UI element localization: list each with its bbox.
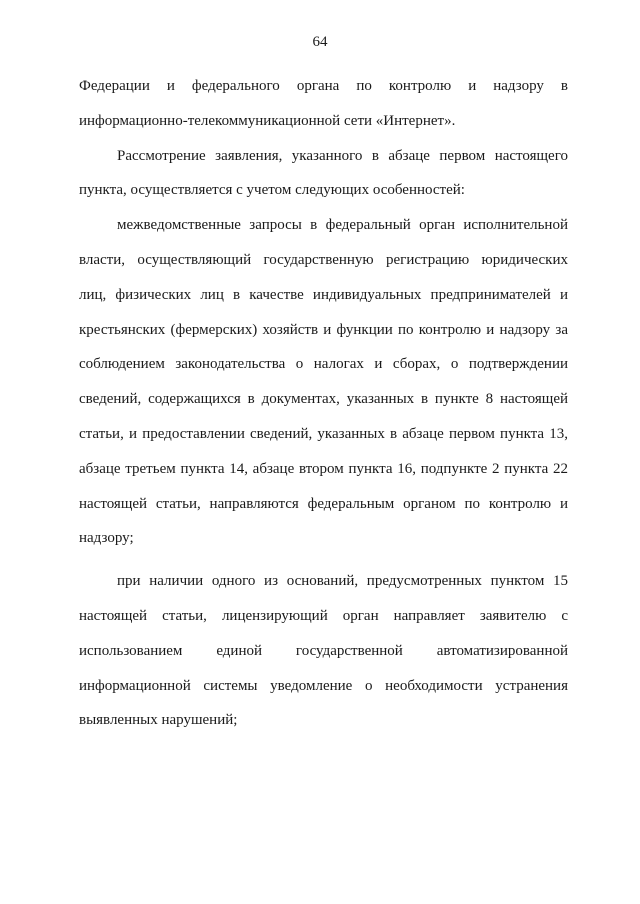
- text-line: крестьянских (фермерских) хозяйств и функции по контролю и надзору за: [79, 321, 568, 338]
- text-line: соблюдением законодательства о налогах и сборах, о подтверждении: [79, 356, 568, 373]
- text-line: информационно-телекоммуникационной сети «Интернет».: [79, 112, 456, 129]
- text-line: пункта, осуществляется с учетом следующих особенностей:: [79, 182, 465, 199]
- text-line: информационной системы уведомление о необходимости устранения: [79, 677, 568, 694]
- paragraph-first-line: Рассмотрение заявления, указанного в абзаце первом настоящего: [117, 147, 568, 164]
- text-line: лиц, физических лиц в качестве индивидуальных предпринимателей и: [79, 286, 568, 303]
- text-line: настоящей статьи, лицензирующий орган направляет заявителю с: [79, 607, 568, 624]
- text-line: Федерации и федерального органа по контролю и надзору в: [79, 78, 568, 94]
- paragraph-first-line: межведомственные запросы в федеральный орган исполнительной: [117, 217, 568, 234]
- text-line: надзору;: [79, 530, 134, 547]
- text-line: статьи, и предоставлении сведений, указанных в абзаце первом пункта 13,: [79, 425, 568, 442]
- text-line: власти, осуществляющий государственную регистрацию юридических: [79, 251, 568, 268]
- text-line: использованием единой государственной автоматизированной: [79, 642, 568, 659]
- paragraph-first-line: при наличии одного из оснований, предусмотренных пунктом 15: [117, 573, 568, 590]
- page-number: 64: [312, 34, 328, 50]
- text-line: выявленных нарушений;: [79, 712, 238, 729]
- text-line: сведений, содержащихся в документах, указанных в пункте 8 настоящей: [79, 391, 568, 408]
- paragraph-gap: [79, 563, 568, 571]
- text-line: настоящей статьи, направляются федеральным органом по контролю и: [79, 495, 568, 512]
- text-line: абзаце третьем пункта 14, абзаце втором пункта 16, подпункте 2 пункта 22: [79, 460, 568, 477]
- document-body: [79, 76, 568, 745]
